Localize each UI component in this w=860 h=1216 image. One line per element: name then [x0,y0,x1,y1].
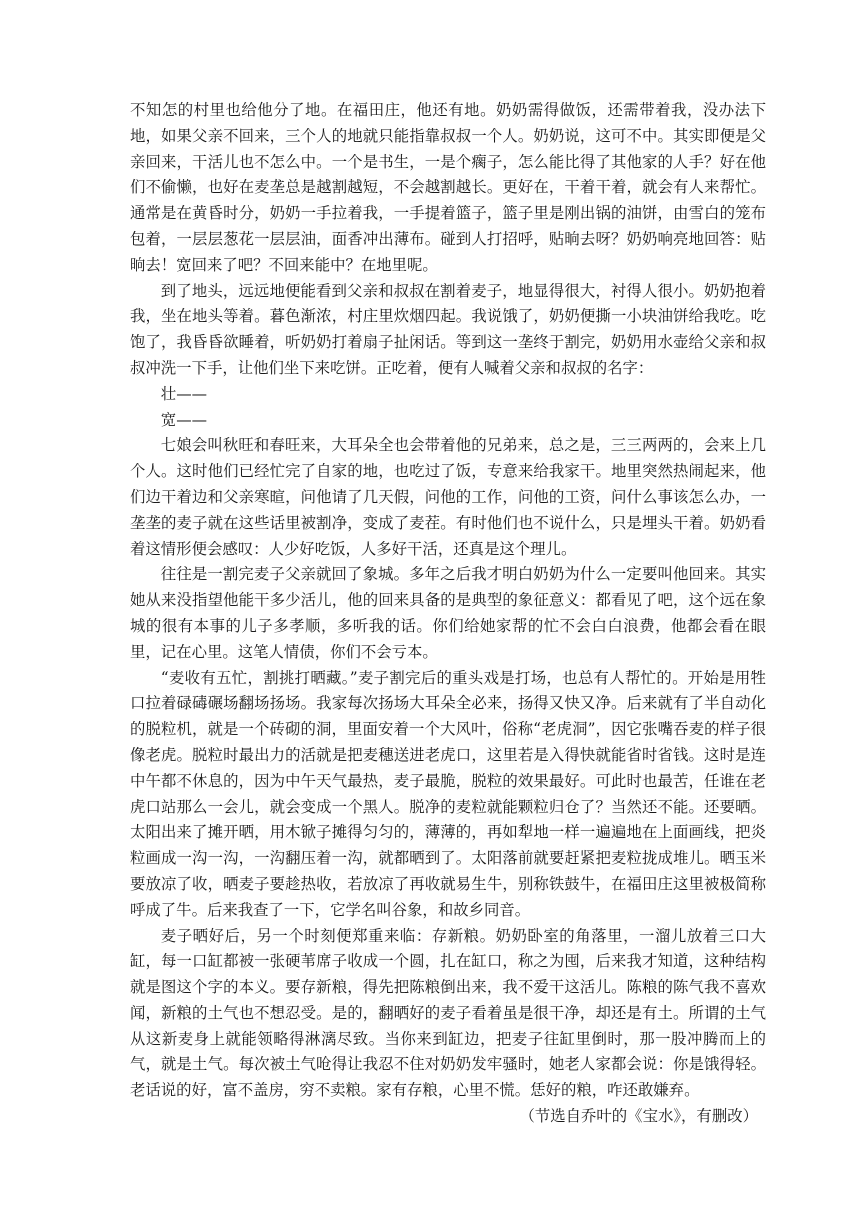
paragraph-2: 到了地头，远远地便能看到父亲和叔叔在割着麦子，地显得很大，衬得人很小。奶奶抱着我，坐在地头等着。暮色渐浓，村庄里炊烟四起。我说饿了，奶奶便撕一小块油饼给我吃。吃饱了，我昏昏欲睡着，听奶奶打着扇子扯闲话。等到这一垄终于割完，奶奶用水壶给父亲和叔叔冲洗一下手，让他们坐下来吃饼。正吃着，便有人喊着父亲和叔叔的名字： [130,281,766,377]
source-citation: （节选自乔叶的《宝水》，有删改） [519,1107,758,1126]
paragraph-4: 宽—— [160,410,207,429]
paragraph-1: 不知怎的村里也给他分了地。在福田庄，他还有地。奶奶需得做饭，还需带着我，没办法下地，如果父亲不回来，三个人的地就只能指靠叔叔一个人。奶奶说，这可不中。其实即便是父亲回来，干活儿也不怎么中。一个是书生，一是个瘸子，怎么能比得了其他家的人手？好在他们不偷懒，也好在麦垄总是越割越短，不会越割越长。更好在，干着干着，就会有人来帮忙。通常是在黄昏时分，奶奶一手拉着我，一手提着篮子，篮子里是刚出锅的油饼，由雪白的笼布包着，一层层葱花一层层油，面香冲出薄布。碰到人打招呼，贴晌去呀？奶奶响亮地回答：贴晌去！宽回来了吧？不回来能中？在地里呢。 [130,101,766,274]
paragraph-6: 往往是一割完麦子父亲就回了象城。多年之后我才明白奶奶为什么一定要叫他回来。其实她从来没指望他能干多少活儿，他的回来具备的是典型的象征意义：都看见了吧，这个远在象城的很有本事的儿子多孝顺，多听我的话。你们给她家帮的忙不会白白浪费，他都会看在眼里，记在心里。这笔人情债，你们不会亏本。 [130,565,766,661]
paragraph-5: 七娘会叫秋旺和春旺来，大耳朵全也会带着他的兄弟来，总之是，三三两两的，会来上几个人。这时他们已经忙完了自家的地，也吃过了饭，专意来给我家干。地里突然热闹起来，他们边干着边和父亲寒暄，问他请了几天假，问他的工作，问他的工资，问什么事该怎么办，一垄垄的麦子就在这些话里被割净，变成了麦茬。有时他们也不说什么，只是埋头干着。奶奶看着这情形便会感叹：人少好吃饭，人多好干活，还真是这个理儿。 [130,436,766,558]
paragraph-7: “麦收有五忙，割挑打晒藏。”麦子割完后的重头戏是打场，也总有人帮忙的。开始是用牲口拉着碌碡碾场翻场扬场。我家每次扬场大耳朵全必来，扬得又快又净。后来就有了半自动化的脱粒机，就是一个砖砌的洞，里面安着一个大风叶，俗称“老虎洞”，因它张嘴吞麦的样子很像老虎。脱粒时最出力的活就是把麦穗送进老虎口，这里若是入得快就能省时省钱。这时是连中午都不休息的，因为中午天气最热，麦子最脆，脱粒的效果最好。可此时也最苦，任谁在老虎口站那么一会儿，就会变成一个黑人。脱净的麦粒就能颗粒归仓了？当然还不能。还要晒。太阳出来了摊开晒，用木锨子摊得匀匀的，薄薄的，再如犁地一样一遍遍地在上面画线，把炎粒画成一沟一沟，一沟翻压着一沟，就都晒到了。太阳落前就要赶紧把麦粒拢成堆儿。晒玉米要放凉了收，晒麦子要趁热收，若放凉了再收就易生牛，别称铁鼓牛，在福田庄这里被极简称呼成了牛。后来我查了一下，它学名叫谷象，和故乡同音。 [130,668,766,919]
article-body [130,98,766,1130]
paragraph-8: 麦子晒好后，另一个时刻便郑重来临：存新粮。奶奶卧室的角落里，一溜儿放着三口大缸，每一口缸都被一张硬苇席子收成一个圆，扎在缸口，称之为囤，后来我才知道，这种结构就是图这个字的本义。要存新粮，得先把陈粮倒出来，我不爱干这活儿。陈粮的陈气我不喜欢闻，新粮的土气也不想忍受。是的，翻晒好的麦子看着虽是很干净，却还是有土。所谓的土气从这新麦身上就能领略得淋漓尽致。当你来到缸边，把麦子往缸里倒时，那一股冲腾而上的气，就是土气。每次被土气呛得让我忍不住对奶奶发牢骚时，她老人家都会说：你是饿得轻。老话说的好，富不盖房，穷不卖粮。家有存粮，心里不慌。恁好的粮，咋还敢嫌弃。 [130,926,766,1100]
paragraph-3: 壮—— [160,384,207,403]
